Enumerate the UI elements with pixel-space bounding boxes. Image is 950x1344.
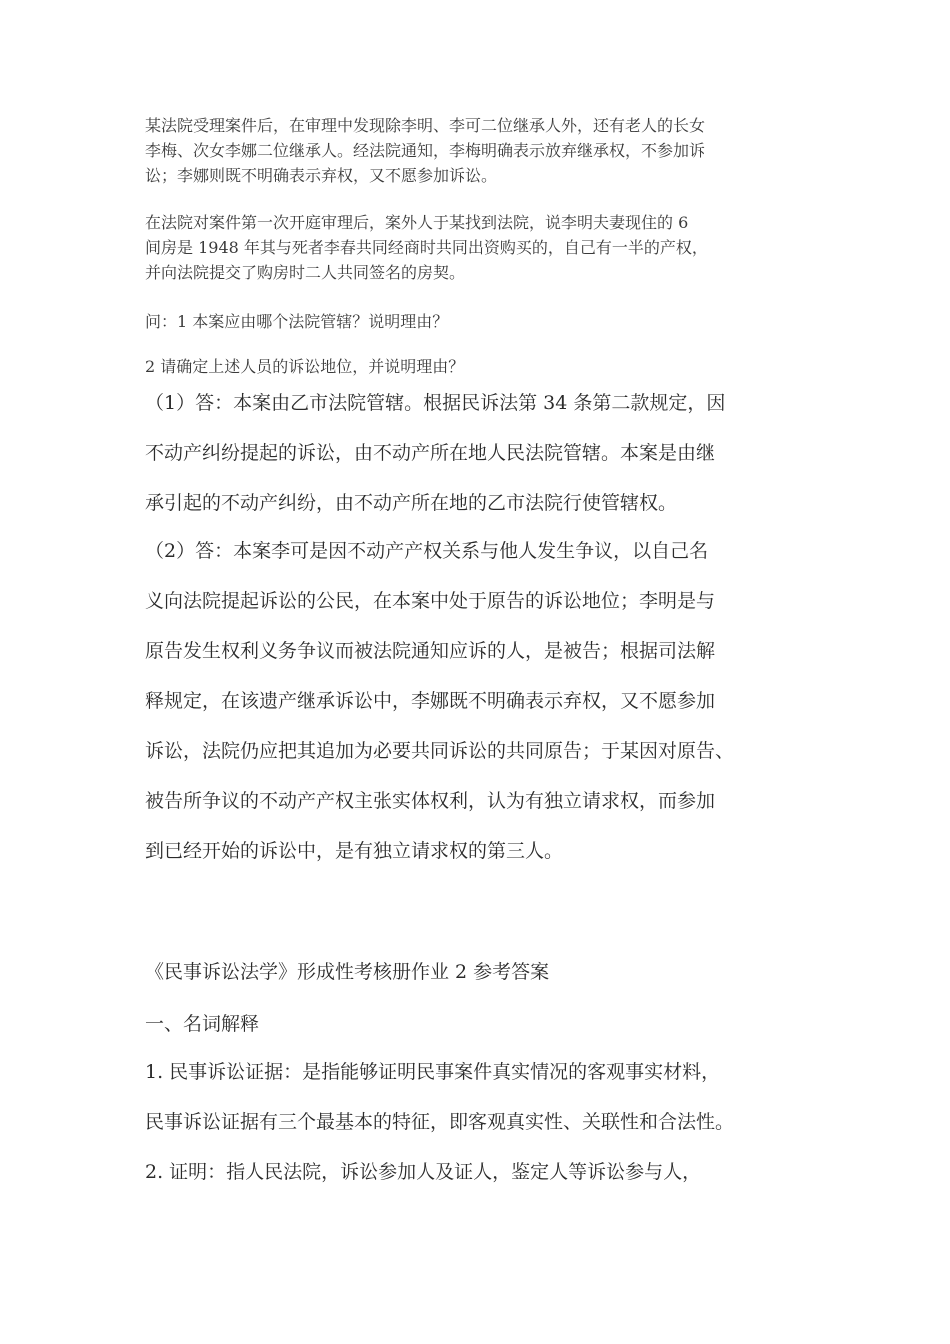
section-title [145,957,815,987]
answer-1 [145,378,815,528]
text-line: 释规定，在该遗产继承诉讼中，李娜既不明确表示弃权，又不愿参加 [145,690,716,712]
question-text: 问：1 本案应由哪个法院管辖？说明理由？ [145,312,449,331]
text-line: 到已经开始的诉讼中，是有独立请求权的第三人。 [145,840,564,862]
text-line: 承引起的不动产纠纷，由不动产所在地的乙市法院行使管辖权。 [145,492,678,514]
section-title-text: 《民事诉讼法学》形成性考核册作业 2 参考答案 [145,961,550,983]
text-line: 民事诉讼证据有三个最基本的特征，即客观真实性、关联性和合法性。 [145,1111,735,1133]
text-line: 间房是 1948 年其与死者李春共同经商时共同出资购买的，自己有一半的产权， [145,238,708,257]
text-line: 并向法院提交了购房时二人共同签名的房契。 [145,263,466,282]
term-2 [145,1147,815,1197]
text-line: 义向法院提起诉讼的公民，在本案中处于原告的诉讼地位；李明是与 [145,590,716,612]
part-heading [145,1009,815,1039]
question-text: 2 请确定上述人员的诉讼地位，并说明理由？ [145,357,465,376]
question-1 [145,309,815,334]
term-1 [145,1047,815,1147]
text-line: 2. 证明：指人民法院，诉讼参加人及证人，鉴定人等诉讼参与人， [145,1161,702,1183]
case-paragraph-1 [145,113,815,188]
text-line: 原告发生权利义务争议而被法院通知应诉的人，是被告；根据司法解 [145,640,716,662]
part-heading-text: 一、名词解释 [145,1013,260,1035]
text-line: 在法院对案件第一次开庭审理后，案外人于某找到法院，说李明夫妻现住的 6 [145,213,689,232]
question-2 [145,354,815,379]
text-line: 不动产纠纷提起的诉讼，由不动产所在地人民法院管辖。本案是由继 [145,442,716,464]
text-line: （1）答：本案由乙市法院管辖。根据民诉法第 34 条第二款规定，因 [145,392,726,414]
text-line: 1. 民事诉讼证据：是指能够证明民事案件真实情况的客观事实材料， [145,1061,721,1083]
text-line: 诉讼，法院仍应把其追加为必要共同诉讼的共同原告；于某因对原告、 [145,740,735,762]
text-line: 李梅、次女李娜二位继承人。经法院通知，李梅明确表示放弃继承权，不参加诉 [145,141,706,160]
answer-2 [145,526,815,876]
text-line: 讼；李娜则既不明确表示弃权，又不愿参加诉讼。 [145,166,498,185]
text-line: 某法院受理案件后，在审理中发现除李明、李可二位继承人外，还有老人的长女 [145,116,706,135]
text-line: （2）答：本案李可是因不动产产权关系与他人发生争议，以自己名 [145,540,709,562]
text-line: 被告所争议的不动产产权主张实体权利，认为有独立请求权，而参加 [145,790,716,812]
case-paragraph-2 [145,210,815,285]
